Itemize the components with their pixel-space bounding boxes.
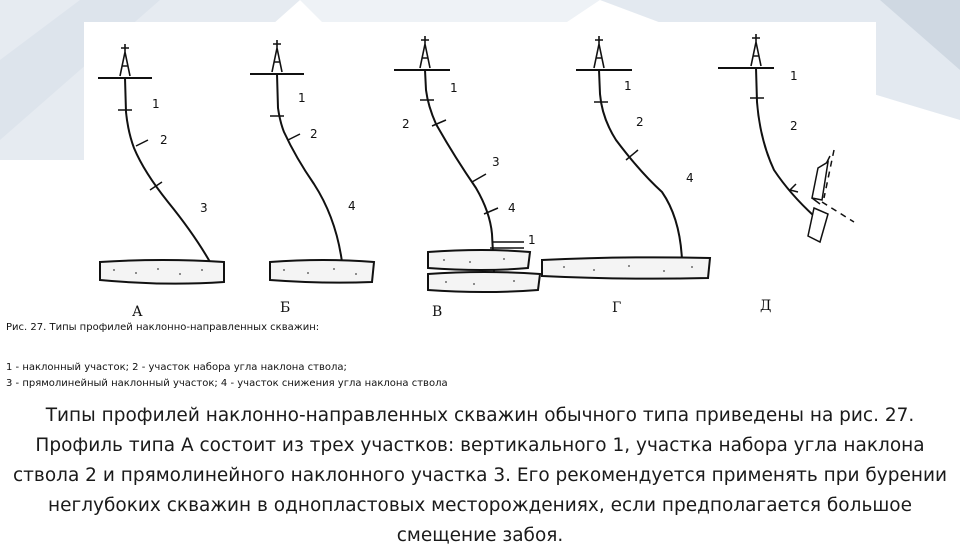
label-b-4: 4	[348, 199, 356, 213]
label-c-1b: 1	[528, 233, 536, 247]
label-c-1: 1	[450, 81, 458, 95]
panel-letter-a: А	[132, 304, 143, 320]
profile-g	[576, 36, 682, 260]
figure-panel	[84, 22, 876, 392]
panel-letter-d: Д	[760, 298, 772, 314]
label-c-2: 2	[402, 117, 410, 131]
label-b-2: 2	[310, 127, 318, 141]
label-g-4: 4	[686, 171, 694, 185]
body-paragraph: Типы профилей наклонно-направленных скважин обычного типа приведены на рис. 27. Профиль типа А состоит из трех участков: вертикального 1, участка набора угла наклона ствола 2 и прямолинейного наклонного участка 3. Его рекомендуется применять при бурении неглубоких скважин в однопластовых месторождениях, если предполагается большое смещение забоя.	[12, 405, 948, 546]
figure-caption-legend-1: 1 - наклонный участок; 2 - участок набора угла наклона ствола;	[6, 362, 347, 373]
label-a-2: 2	[160, 133, 168, 147]
label-c-4: 4	[508, 201, 516, 215]
profile-d	[718, 34, 854, 242]
label-g-1: 1	[624, 79, 632, 93]
panel-letter-g: Г	[612, 300, 622, 316]
well-profiles-figure	[84, 22, 876, 322]
panel-letter-v: В	[432, 304, 443, 320]
label-g-2: 2	[636, 115, 644, 129]
label-c-3: 3	[492, 155, 500, 169]
label-a-1: 1	[152, 97, 160, 111]
label-d-2: 2	[790, 119, 798, 133]
label-a-3: 3	[200, 201, 208, 215]
label-b-1: 1	[298, 91, 306, 105]
panel-letter-b: Б	[280, 300, 291, 316]
label-d-1: 1	[790, 69, 798, 83]
figure-caption-legend-2: 3 - прямолинейный наклонный участок; 4 - участок снижения угла наклона ствола	[6, 378, 448, 389]
profile-b	[250, 40, 342, 262]
profile-a	[98, 44, 210, 262]
profile-c	[394, 36, 524, 272]
figure-caption-title: Рис. 27. Типы профилей наклонно-направленных скважин:	[6, 322, 320, 333]
